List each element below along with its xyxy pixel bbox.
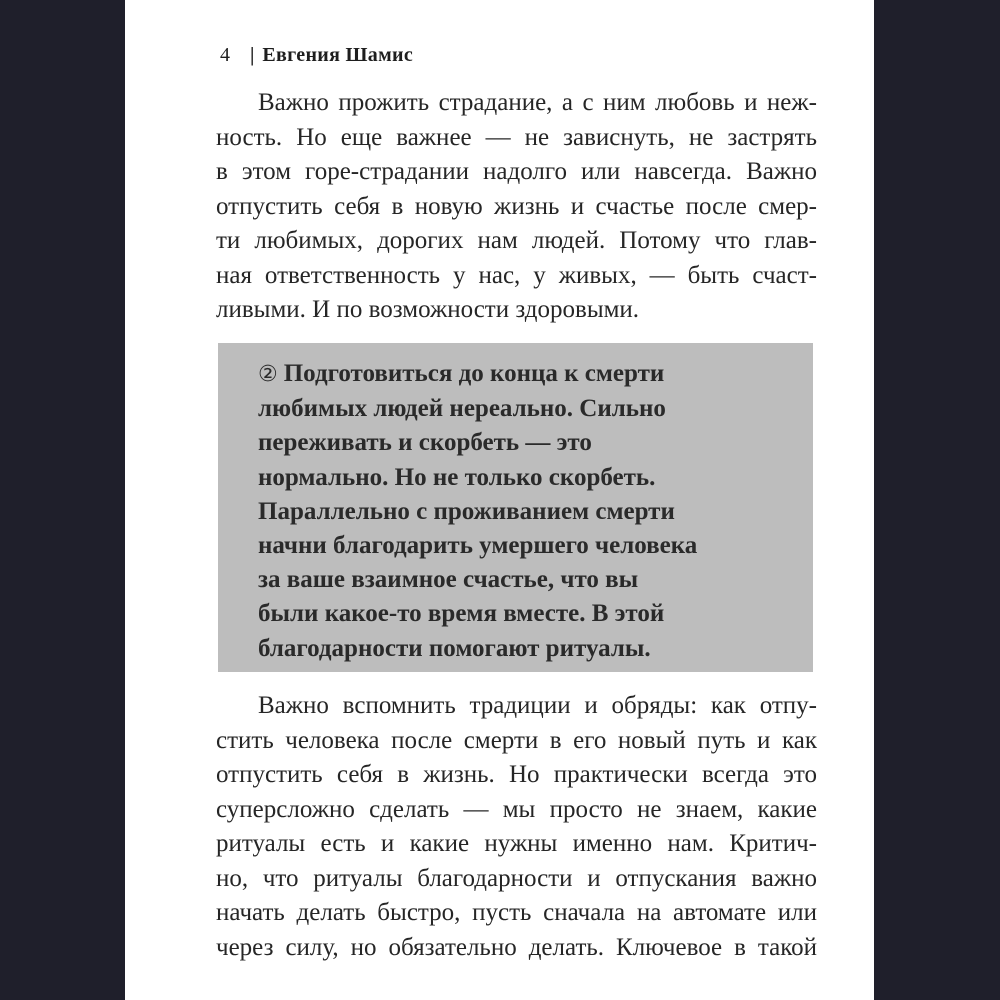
- text-line: ти любимых, дорогих нам людей. Потому что глав-: [216, 227, 817, 254]
- text-line: ливыми. И по возможности здоровыми.: [216, 296, 640, 323]
- text-line: стить человека после смерти в его новый путь и как: [216, 726, 817, 754]
- callout-line: переживать и скорбеть — это: [258, 429, 592, 457]
- text-line: начать делать быстро, пусть сначала на автомате или: [216, 899, 817, 926]
- page-header: [220, 44, 413, 67]
- text-line: ность. Но еще важнее — не зависнуть, не застрять: [216, 123, 817, 151]
- header-separator: |: [250, 44, 255, 66]
- callout-line: Параллельно с проживанием смерти: [258, 497, 675, 525]
- callout-line: за ваше взаимное счастье, что вы: [258, 566, 639, 594]
- book-page: [125, 0, 874, 1000]
- text-line: отпустить себя в новую жизнь и счастье после смер-: [216, 192, 817, 220]
- text-line: в этом горе-страдании надолго или навсегда. Важно: [216, 158, 817, 185]
- text-line: ная ответственность у нас, у живых, — быть счаст-: [216, 261, 817, 289]
- running-head-author: Евгения Шамис: [262, 44, 413, 66]
- text-line: отпустить себя в жизнь. Но практически всегда это: [216, 761, 817, 788]
- callout-line: нормально. Но не только скорбеть.: [258, 463, 656, 491]
- text-line: через силу, но обязательно делать. Ключевое в такой: [216, 933, 817, 961]
- paragraph-1: [216, 86, 817, 328]
- callout-line: любимых людей нереально. Сильно: [258, 395, 666, 423]
- paragraph-2: [216, 689, 817, 965]
- text-line: Важно вспомнить традиции и обряды: как отпу-: [258, 692, 817, 719]
- text-line: Важно прожить страдание, а с ним любовь и неж-: [258, 89, 817, 116]
- text-line: суперсложно сделать — мы просто не знаем, какие: [216, 795, 817, 823]
- page-number: 4: [220, 44, 230, 66]
- callout-text: [258, 357, 798, 666]
- text-line: ритуалы есть и какие нужны именно нам. Критич-: [216, 830, 817, 857]
- callout-line: начни благодарить умершего человека: [258, 532, 698, 560]
- callout-line-text: Подготовиться до конца к смерти: [283, 360, 665, 387]
- text-line: но, что ритуалы благодарности и отпускания важно: [216, 864, 817, 892]
- callout-box: [218, 343, 813, 672]
- circled-number-2-icon: ②: [258, 362, 278, 387]
- callout-line: были какое-то время вместе. В этой: [258, 600, 665, 628]
- callout-line: [258, 357, 798, 392]
- callout-line: благодарности помогают ритуалы.: [258, 634, 651, 662]
